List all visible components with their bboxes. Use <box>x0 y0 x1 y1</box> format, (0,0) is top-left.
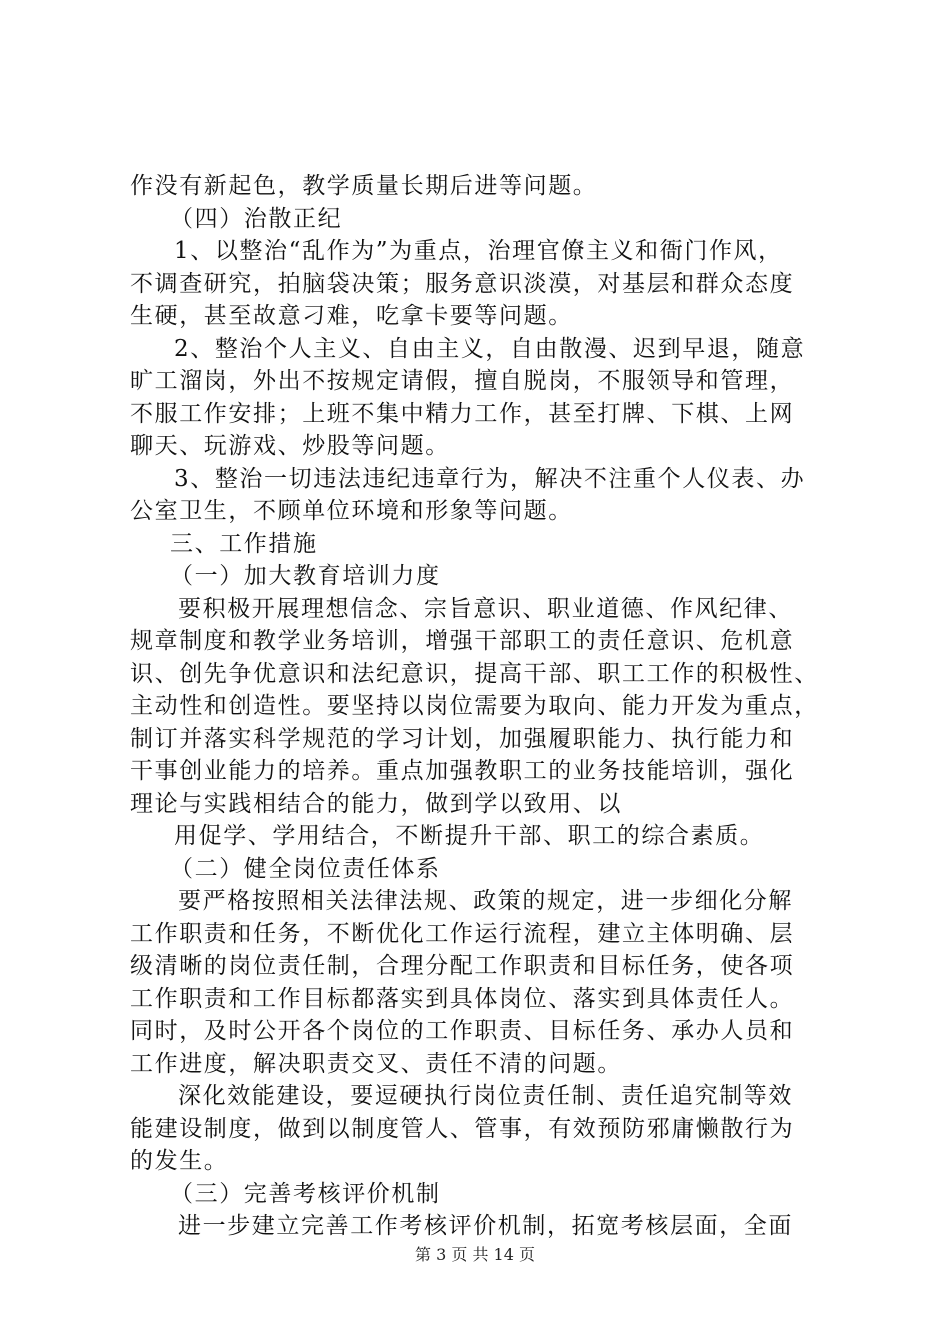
text-line: 制订并落实科学规范的学习计划，加强履职能力、执行能力和 <box>130 725 795 752</box>
text-line: 主动性和创造性。要坚持以岗位需要为取向、能力开发为重点， <box>130 693 819 719</box>
text-line: 要积极开展理想信念、宗旨意识、职业道德、作风纪律、 <box>178 595 793 622</box>
text-line: 进一步建立完善工作考核评价机制，拓宽考核层面，全面 <box>178 1213 793 1239</box>
text-line: 3、整治一切违法违纪违章行为，解决不注重个人仪表、办 <box>174 465 806 492</box>
text-line: 工作职责和任务，不断优化工作运行流程，建立主体明确、层 <box>130 920 795 947</box>
text-line: 公室卫生，不顾单位环境和形象等问题。 <box>130 498 573 524</box>
text-line: 工作进度，解决职责交叉、责任不清的问题。 <box>130 1050 622 1077</box>
text-line: 作没有新起色，教学质量长期后进等问题。 <box>130 173 598 199</box>
text-line: （三）完善考核评价机制 <box>170 1180 441 1207</box>
text-line: 用促学、学用结合，不断提升干部、职工的综合素质。 <box>174 823 765 849</box>
text-line: 1、以整治“乱作为”为重点，治理官僚主义和衙门作风， <box>174 238 783 264</box>
text-line: 理论与实践相结合的能力，做到学以致用、以 <box>130 790 622 817</box>
text-line: 要严格按照相关法律法规、政策的规定，进一步细化分解 <box>178 888 793 914</box>
text-line: 识、创先争优意识和法纪意识，提高干部、职工工作的积极性、 <box>130 660 819 687</box>
text-line: 级清晰的岗位责任制，合理分配工作职责和目标任务，使各项 <box>130 953 795 979</box>
text-line: （一）加大教育培训力度 <box>170 563 441 589</box>
body-text <box>130 170 850 1243</box>
text-line: 同时，及时公开各个岗位的工作职责、目标任务、承办人员和 <box>130 1018 795 1044</box>
text-line: 聊天、玩游戏、炒股等问题。 <box>130 433 450 459</box>
text-line: 深化效能建设，要逗硬执行岗位责任制、责任追究制等效 <box>178 1083 793 1109</box>
text-line: 不服工作安排；上班不集中精力工作，甚至打牌、下棋、上网 <box>130 400 795 427</box>
text-line: 工作职责和工作目标都落实到具体岗位、落实到具体责任人。 <box>130 985 795 1012</box>
text-line: （二）健全岗位责任体系 <box>170 855 441 882</box>
text-line: 旷工溜岗，外出不按规定请假，擅自脱岗，不服领导和管理， <box>130 368 795 394</box>
text-line: 2、整治个人主义、自由主义，自由散漫、迟到早退，随意 <box>174 335 806 362</box>
text-line: 三、工作措施 <box>170 530 318 557</box>
text-line: （四）治散正纪 <box>170 205 343 232</box>
text-line: 干事创业能力的培养。重点加强教职工的业务技能培训，强化 <box>130 758 795 784</box>
text-line: 能建设制度，做到以制度管人、管事，有效预防邪庸懒散行为 <box>130 1115 795 1142</box>
text-line: 生硬，甚至故意刁难，吃拿卡要等问题。 <box>130 303 573 329</box>
page-footer: 第 3 页 共 14 页 <box>415 1245 535 1264</box>
text-line: 不调查研究，拍脑袋决策；服务意识淡漠，对基层和群众态度 <box>130 270 795 297</box>
text-line: 规章制度和教学业务培训，增强干部职工的责任意识、危机意 <box>130 628 795 654</box>
text-line: 的发生。 <box>130 1148 229 1174</box>
